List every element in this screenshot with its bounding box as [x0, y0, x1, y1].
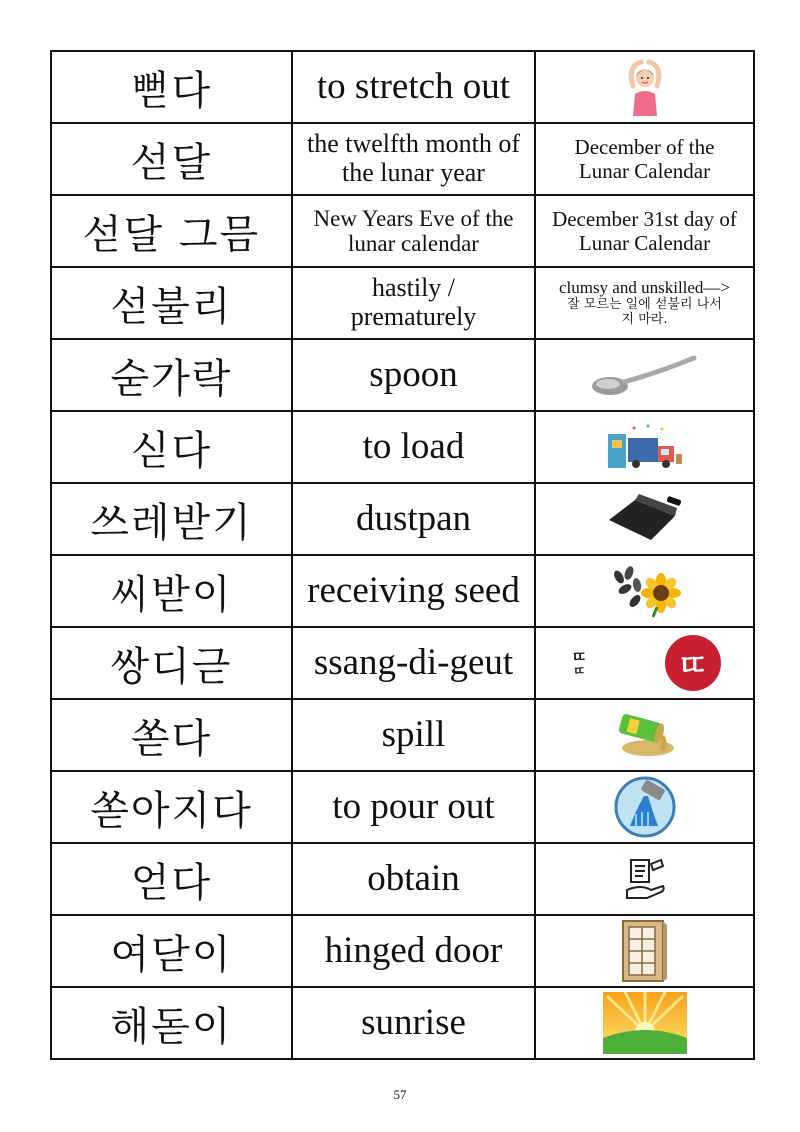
korean-word: 쓰레받기	[90, 499, 253, 546]
ssang-digeut-letter-icon	[665, 635, 721, 691]
illustration-cell	[535, 987, 754, 1059]
korean-word: 섣달	[130, 139, 213, 186]
pouring-water-icon	[614, 776, 676, 838]
korean-word-cell	[51, 843, 292, 915]
korean-word: 얻다	[130, 859, 213, 906]
vocabulary-table	[50, 50, 755, 1060]
korean-word: 여닫이	[110, 931, 233, 978]
korean-word-cell	[51, 195, 292, 267]
english-meaning-cell	[292, 843, 535, 915]
delivery-truck-icon	[604, 420, 686, 474]
english-meaning: to load	[362, 425, 465, 467]
korean-word-cell	[51, 51, 292, 123]
english-meaning: sunrise	[361, 1001, 466, 1043]
english-meaning: receiving seed	[307, 569, 520, 611]
korean-word-cell	[51, 483, 292, 555]
english-meaning: hastily / prematurely	[350, 273, 477, 331]
english-meaning-cell	[292, 771, 535, 843]
table-row	[51, 771, 754, 843]
illustration-cell	[535, 411, 754, 483]
english-meaning: spill	[381, 713, 446, 755]
hinged-door-icon	[621, 919, 669, 983]
hand-receiving-document-icon	[621, 856, 669, 902]
spilled-can-icon	[612, 710, 678, 760]
table-row	[51, 627, 754, 699]
korean-word-cell	[51, 123, 292, 195]
korean-word-cell	[51, 555, 292, 627]
english-meaning: hinged door	[324, 929, 503, 971]
english-meaning-cell	[292, 987, 535, 1059]
korean-word: 싣다	[130, 427, 213, 474]
extra-note-cell	[535, 267, 754, 339]
english-meaning-cell	[292, 483, 535, 555]
extra-note: December of the Lunar Calendar	[574, 134, 715, 183]
illustration-cell	[535, 627, 754, 699]
korean-word-cell	[51, 771, 292, 843]
illustration-cell	[535, 51, 754, 123]
english-meaning-cell	[292, 267, 535, 339]
sunrise-icon	[603, 992, 687, 1054]
korean-word-cell	[51, 339, 292, 411]
table-row	[51, 411, 754, 483]
english-meaning-cell	[292, 339, 535, 411]
table-row	[51, 555, 754, 627]
korean-word: 해돋이	[110, 1003, 233, 1050]
korean-word-cell	[51, 699, 292, 771]
table-row	[51, 987, 754, 1059]
illustration-cell	[535, 483, 754, 555]
korean-word: 뻗다	[130, 67, 213, 114]
english-meaning: dustpan	[355, 497, 472, 539]
korean-word-cell	[51, 267, 292, 339]
english-meaning-cell	[292, 195, 535, 267]
person-stretching-icon	[623, 56, 667, 118]
korean-word: 쏟다	[130, 715, 213, 762]
table-row	[51, 915, 754, 987]
english-meaning: obtain	[367, 857, 460, 899]
example-sentence: 잘 모르는 일에 섣불리 나서지 마라.	[567, 297, 722, 328]
english-meaning-cell	[292, 555, 535, 627]
ssang-digeut-letter: ㄸ	[678, 649, 708, 684]
korean-word: 쏟아지다	[90, 787, 253, 834]
dustpan-icon	[605, 494, 685, 544]
illustration-cell	[535, 915, 754, 987]
english-meaning: New Years Eve of the lunar calendar	[313, 205, 514, 256]
korean-word: 쌍디귿	[110, 643, 233, 690]
english-meaning-cell	[292, 627, 535, 699]
extra-note-cell	[535, 195, 754, 267]
illustration-cell	[535, 339, 754, 411]
page-number: 57	[393, 1087, 407, 1102]
korean-word-cell	[51, 987, 292, 1059]
ssang-digeut-letter: ㄸ	[573, 663, 586, 678]
table-row	[51, 123, 754, 195]
korean-word-cell	[51, 411, 292, 483]
english-meaning-cell	[292, 699, 535, 771]
extra-note: clumsy and unskilled—>	[558, 277, 731, 297]
korean-word: 섣불리	[110, 283, 233, 330]
table-row	[51, 699, 754, 771]
table-row	[51, 843, 754, 915]
table-row	[51, 51, 754, 123]
korean-word-cell	[51, 915, 292, 987]
extra-note: December 31st day of Lunar Calendar	[552, 206, 737, 255]
illustration-cell	[535, 555, 754, 627]
illustration-cell	[535, 699, 754, 771]
english-meaning: spoon	[369, 353, 458, 395]
sunflower-seeds-icon	[607, 563, 683, 619]
korean-word-cell	[51, 627, 292, 699]
ssang-digeut-letter: ㄸ	[572, 647, 587, 666]
english-meaning-cell	[292, 123, 535, 195]
extra-note-cell	[535, 123, 754, 195]
english-meaning-cell	[292, 915, 535, 987]
english-meaning: the twelfth month of the lunar year	[306, 129, 520, 187]
illustration-cell	[535, 843, 754, 915]
table-row	[51, 195, 754, 267]
english-meaning-cell	[292, 51, 535, 123]
illustration-cell	[535, 771, 754, 843]
spoon-icon	[590, 350, 700, 400]
table-row	[51, 483, 754, 555]
english-meaning: ssang-di-geut	[313, 641, 514, 683]
table-row	[51, 339, 754, 411]
table-row	[51, 267, 754, 339]
korean-word: 숟가락	[110, 355, 233, 402]
english-meaning: to pour out	[332, 785, 495, 827]
korean-word: 섣달 그믐	[82, 211, 261, 258]
korean-word: 씨받이	[110, 571, 233, 618]
english-meaning: to stretch out	[316, 65, 511, 107]
english-meaning-cell	[292, 411, 535, 483]
